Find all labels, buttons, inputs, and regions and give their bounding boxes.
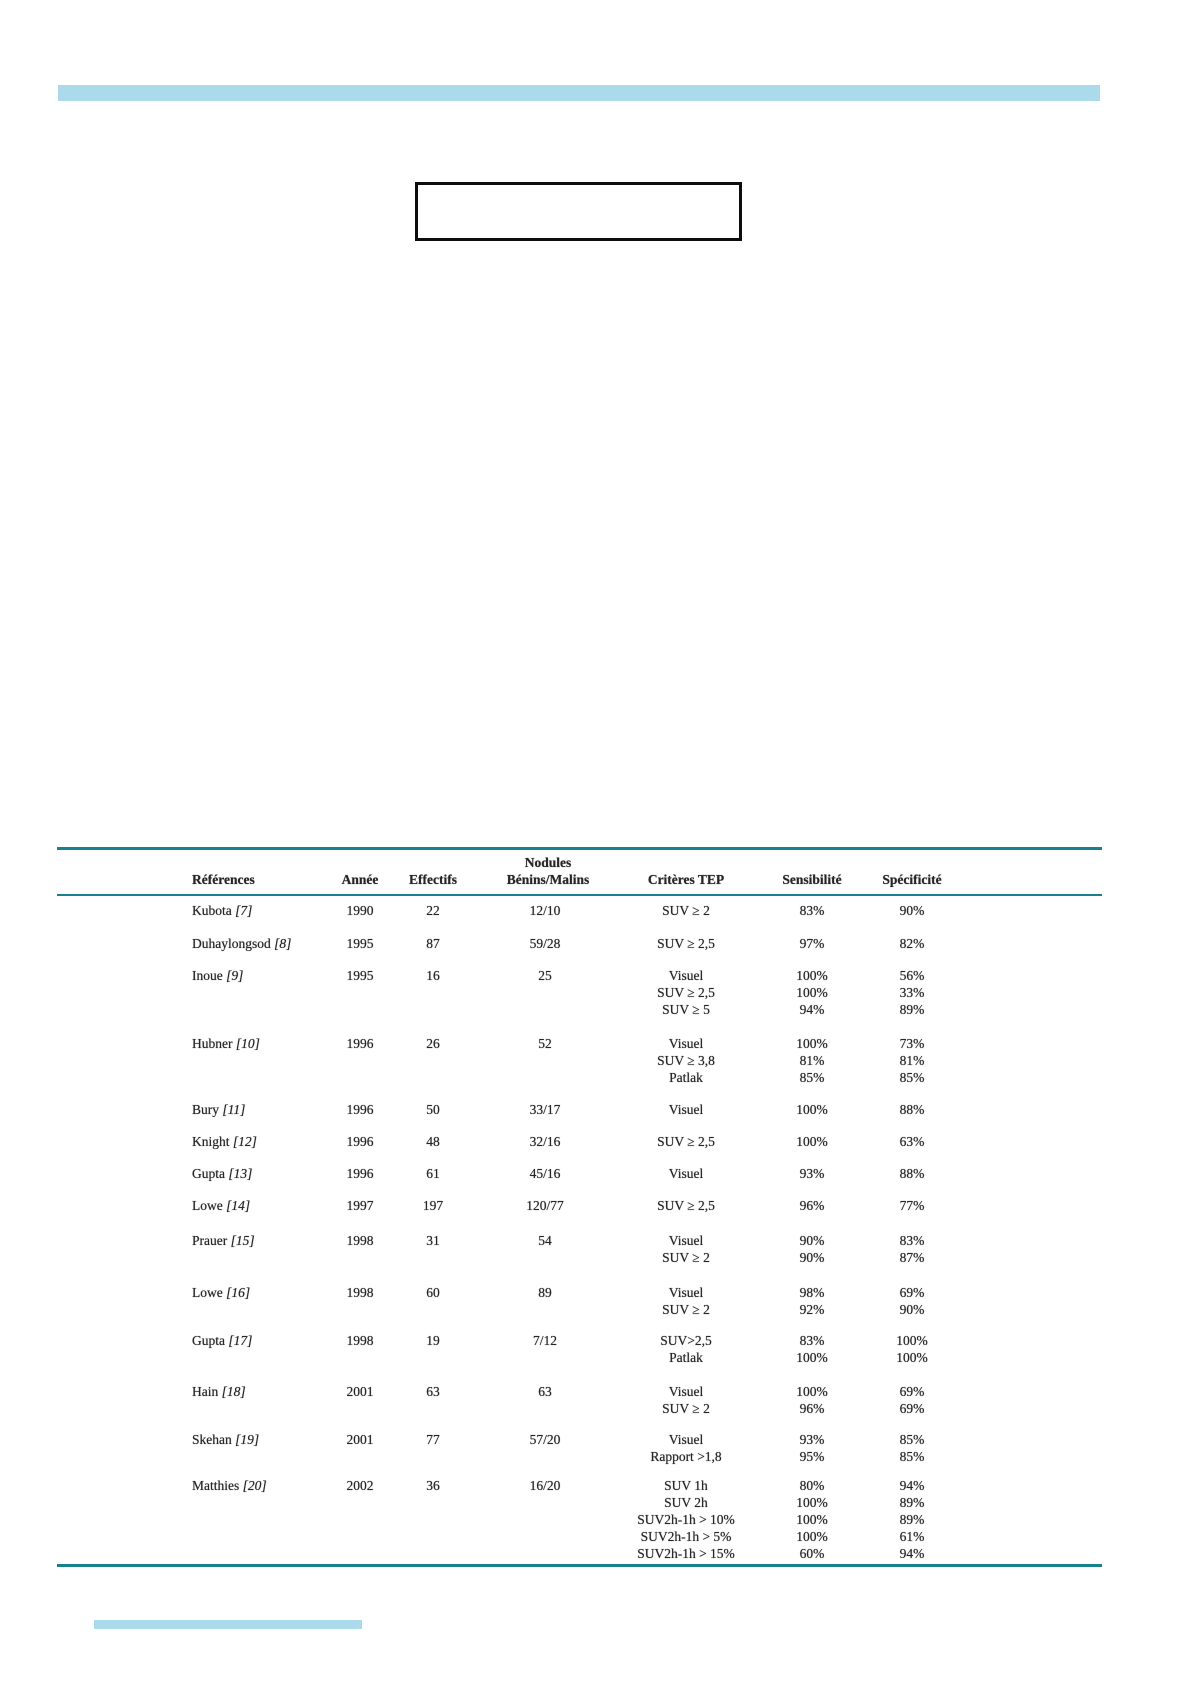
cell-line: SUV ≥ 2 xyxy=(662,1302,710,1317)
cell-line: 60% xyxy=(799,1546,825,1561)
cell-sensibilite xyxy=(800,1431,825,1465)
cell-line: SUV ≥ 2 xyxy=(662,1401,710,1416)
cell-line: SUV2h-1h > 10% xyxy=(637,1512,735,1527)
cell-annee: 1995 xyxy=(346,968,374,983)
cell-criteres xyxy=(657,935,715,952)
cell-reference: Gupta [17] xyxy=(192,1333,253,1348)
cell-line: SUV>2,5 xyxy=(660,1333,712,1348)
cell-line: SUV ≥ 3,8 xyxy=(657,1053,715,1068)
cell-line: 96% xyxy=(799,1198,825,1213)
cell-line: SUV ≥ 2 xyxy=(662,1250,710,1265)
cell-line: 81% xyxy=(899,1053,925,1068)
cell-annee: 2001 xyxy=(346,1384,374,1399)
cell-criteres xyxy=(637,1477,735,1562)
cell-sensibilite xyxy=(800,1165,825,1182)
cell-line: Visuel xyxy=(668,1166,704,1181)
cell-line: Visuel xyxy=(668,1285,704,1300)
cell-line: SUV ≥ 2,5 xyxy=(657,936,715,951)
cell-line: 89% xyxy=(899,1495,925,1510)
cell-specificite xyxy=(900,1101,925,1118)
cell-reference: Lowe [16] xyxy=(192,1285,251,1300)
column-header-sensibilite: Sensibilité xyxy=(782,872,842,887)
cell-line: SUV 2h xyxy=(664,1495,708,1510)
cell-annee: 2002 xyxy=(346,1478,374,1493)
column-header-references: Références xyxy=(192,872,255,887)
table-header-separator xyxy=(57,894,1102,896)
cell-criteres xyxy=(662,902,710,919)
cell-line: 95% xyxy=(799,1449,825,1464)
cell-annee: 1997 xyxy=(346,1198,374,1213)
cell-specificite xyxy=(900,967,925,1018)
cell-line: 69% xyxy=(899,1285,925,1300)
cell-reference: Prauer [15] xyxy=(192,1233,255,1248)
cell-reference: Kubota [7] xyxy=(192,903,253,918)
cell-line: 81% xyxy=(799,1053,825,1068)
cell-effectifs: 61 xyxy=(426,1166,440,1181)
cell-line: 93% xyxy=(799,1432,825,1447)
cell-line: 100% xyxy=(896,1333,928,1348)
cell-criteres xyxy=(660,1332,712,1366)
cell-nodules: 12/10 xyxy=(529,903,561,918)
empty-figure-box xyxy=(415,182,742,241)
cell-line: 100% xyxy=(796,1102,828,1117)
cell-effectifs: 22 xyxy=(426,903,440,918)
cell-line: 90% xyxy=(799,1233,825,1248)
cell-line: Visuel xyxy=(668,1102,704,1117)
cell-sensibilite xyxy=(800,1284,825,1318)
cell-line: 92% xyxy=(799,1302,825,1317)
cell-nodules: 33/17 xyxy=(529,1102,561,1117)
cell-specificite xyxy=(900,1477,925,1562)
cell-annee: 1996 xyxy=(346,1102,374,1117)
cell-line: 90% xyxy=(799,1250,825,1265)
cell-criteres xyxy=(662,1232,710,1266)
cell-line: 89% xyxy=(899,1512,925,1527)
cell-line: 56% xyxy=(899,968,925,983)
cell-reference: Hain [18] xyxy=(192,1384,246,1399)
cell-nodules: 32/16 xyxy=(529,1134,561,1149)
cell-specificite xyxy=(896,1332,928,1366)
cell-criteres xyxy=(662,1383,710,1417)
cell-line: SUV ≥ 2,5 xyxy=(657,985,715,1000)
cell-sensibilite xyxy=(796,1383,828,1417)
cell-effectifs: 197 xyxy=(422,1198,444,1213)
cell-line: 77% xyxy=(899,1198,925,1213)
cell-effectifs: 77 xyxy=(426,1432,440,1447)
cell-line: 85% xyxy=(799,1070,825,1085)
cell-effectifs: 87 xyxy=(426,936,440,951)
cell-reference: Inoue [9] xyxy=(192,968,244,983)
cell-line: SUV ≥ 2 xyxy=(662,903,710,918)
cell-sensibilite xyxy=(796,1101,828,1118)
cell-criteres xyxy=(662,1284,710,1318)
cell-criteres xyxy=(657,1133,715,1150)
cell-line: 100% xyxy=(796,1384,828,1399)
cell-line: 96% xyxy=(799,1401,825,1416)
cell-annee: 1995 xyxy=(346,936,374,951)
cell-sensibilite xyxy=(800,1197,825,1214)
cell-effectifs: 31 xyxy=(426,1233,440,1248)
cell-sensibilite xyxy=(796,1133,828,1150)
cell-reference: Bury [11] xyxy=(192,1102,246,1117)
column-header-specificite: Spécificité xyxy=(882,872,942,887)
cell-reference: Matthies [20] xyxy=(192,1478,267,1493)
cell-line: 33% xyxy=(899,985,925,1000)
cell-line: 69% xyxy=(899,1401,925,1416)
cell-nodules: 120/77 xyxy=(526,1198,564,1213)
cell-specificite xyxy=(900,902,925,919)
bottom-accent-bar xyxy=(94,1620,362,1629)
cell-criteres xyxy=(657,967,715,1018)
cell-reference: Gupta [13] xyxy=(192,1166,253,1181)
cell-criteres xyxy=(650,1431,721,1465)
cell-nodules: 59/28 xyxy=(529,936,561,951)
cell-line: Visuel xyxy=(668,968,704,983)
cell-specificite xyxy=(900,1383,925,1417)
cell-line: 80% xyxy=(799,1478,825,1493)
column-header-criteres: Critères TEP xyxy=(647,872,725,887)
cell-nodules: 7/12 xyxy=(532,1333,558,1348)
cell-nodules: 16/20 xyxy=(529,1478,561,1493)
cell-nodules: 25 xyxy=(538,968,552,983)
cell-line: SUV ≥ 2,5 xyxy=(657,1134,715,1149)
cell-annee: 1998 xyxy=(346,1285,374,1300)
cell-reference: Lowe [14] xyxy=(192,1198,251,1213)
cell-sensibilite xyxy=(800,902,825,919)
cell-line: 94% xyxy=(899,1478,925,1493)
cell-line: Visuel xyxy=(668,1432,704,1447)
cell-effectifs: 60 xyxy=(426,1285,440,1300)
cell-line: 83% xyxy=(899,1233,925,1248)
cell-line: 61% xyxy=(899,1529,925,1544)
cell-line: SUV2h-1h > 15% xyxy=(637,1546,735,1561)
cell-line: 94% xyxy=(799,1002,825,1017)
cell-sensibilite xyxy=(796,967,828,1018)
cell-reference: Duhaylongsod [8] xyxy=(192,936,292,951)
cell-line: 98% xyxy=(799,1285,825,1300)
cell-line: 82% xyxy=(899,936,925,951)
cell-effectifs: 36 xyxy=(426,1478,440,1493)
cell-line: 63% xyxy=(899,1134,925,1149)
cell-line: 88% xyxy=(899,1102,925,1117)
cell-line: 100% xyxy=(896,1350,928,1365)
cell-annee: 1996 xyxy=(346,1036,374,1051)
cell-effectifs: 26 xyxy=(426,1036,440,1051)
cell-line: 100% xyxy=(796,985,828,1000)
cell-reference: Hubner [10] xyxy=(192,1036,260,1051)
column-header-effectifs: Effectifs xyxy=(409,872,457,887)
cell-line: 85% xyxy=(899,1432,925,1447)
cell-reference: Knight [12] xyxy=(192,1134,257,1149)
cell-line: 90% xyxy=(899,1302,925,1317)
cell-line: SUV ≥ 5 xyxy=(662,1002,710,1017)
cell-specificite xyxy=(900,1133,925,1150)
cell-line: 85% xyxy=(899,1449,925,1464)
cell-sensibilite xyxy=(796,1477,828,1562)
cell-reference: Skehan [19] xyxy=(192,1432,260,1447)
cell-effectifs: 48 xyxy=(426,1134,440,1149)
cell-effectifs: 16 xyxy=(426,968,440,983)
column-header-nodules: Nodules Bénins/Malins xyxy=(506,855,590,887)
cell-nodules: 45/16 xyxy=(529,1166,561,1181)
cell-nodules: 52 xyxy=(538,1036,552,1051)
cell-specificite xyxy=(900,1284,925,1318)
cell-line: 100% xyxy=(796,1134,828,1149)
cell-line: 97% xyxy=(799,936,825,951)
cell-line: SUV ≥ 2,5 xyxy=(657,1198,715,1213)
cell-annee: 1990 xyxy=(346,903,374,918)
cell-line: Patlak xyxy=(669,1350,703,1365)
cell-line: 94% xyxy=(899,1546,925,1561)
cell-line: Visuel xyxy=(668,1384,704,1399)
cell-line: 100% xyxy=(796,1350,828,1365)
cell-line: SUV 1h xyxy=(664,1478,708,1493)
cell-line: 100% xyxy=(796,968,828,983)
cell-specificite xyxy=(900,935,925,952)
cell-annee: 1998 xyxy=(346,1333,374,1348)
cell-line: 100% xyxy=(796,1512,828,1527)
cell-effectifs: 50 xyxy=(426,1102,440,1117)
cell-line: Visuel xyxy=(668,1233,704,1248)
cell-nodules: 89 xyxy=(538,1285,552,1300)
cell-line: 73% xyxy=(899,1036,925,1051)
cell-line: 93% xyxy=(799,1166,825,1181)
cell-criteres xyxy=(669,1101,703,1118)
cell-line: 100% xyxy=(796,1529,828,1544)
cell-sensibilite xyxy=(796,1332,828,1366)
cell-annee: 2001 xyxy=(346,1432,374,1447)
cell-sensibilite xyxy=(800,935,825,952)
cell-specificite xyxy=(900,1165,925,1182)
cell-specificite xyxy=(900,1232,925,1266)
cell-specificite xyxy=(900,1431,925,1465)
cell-line: 83% xyxy=(799,1333,825,1348)
cell-nodules: 63 xyxy=(538,1384,552,1399)
top-accent-bar xyxy=(58,85,1100,101)
cell-line: 83% xyxy=(799,903,825,918)
cell-nodules: 57/20 xyxy=(529,1432,561,1447)
results-table xyxy=(57,847,1102,1567)
cell-line: Rapport >1,8 xyxy=(650,1449,722,1464)
cell-annee: 1996 xyxy=(346,1134,374,1149)
cell-line: 100% xyxy=(796,1036,828,1051)
cell-criteres xyxy=(657,1197,715,1214)
cell-line: 89% xyxy=(899,1002,925,1017)
cell-specificite xyxy=(900,1197,925,1214)
cell-line: 85% xyxy=(899,1070,925,1085)
cell-specificite xyxy=(900,1035,925,1086)
cell-effectifs: 19 xyxy=(426,1333,440,1348)
cell-sensibilite xyxy=(796,1035,828,1086)
cell-sensibilite xyxy=(800,1232,825,1266)
cell-annee: 1996 xyxy=(346,1166,374,1181)
cell-line: SUV2h-1h > 5% xyxy=(640,1529,732,1544)
cell-line: Visuel xyxy=(668,1036,704,1051)
cell-line: 100% xyxy=(796,1495,828,1510)
cell-annee: 1998 xyxy=(346,1233,374,1248)
column-header-annee: Année xyxy=(341,872,379,887)
cell-line: 69% xyxy=(899,1384,925,1399)
cell-line: 90% xyxy=(899,903,925,918)
cell-criteres xyxy=(669,1165,703,1182)
cell-effectifs: 63 xyxy=(426,1384,440,1399)
cell-criteres xyxy=(657,1035,715,1086)
cell-line: Patlak xyxy=(669,1070,703,1085)
cell-line: 88% xyxy=(899,1166,925,1181)
cell-nodules: 54 xyxy=(538,1233,552,1248)
cell-line: 87% xyxy=(899,1250,925,1265)
